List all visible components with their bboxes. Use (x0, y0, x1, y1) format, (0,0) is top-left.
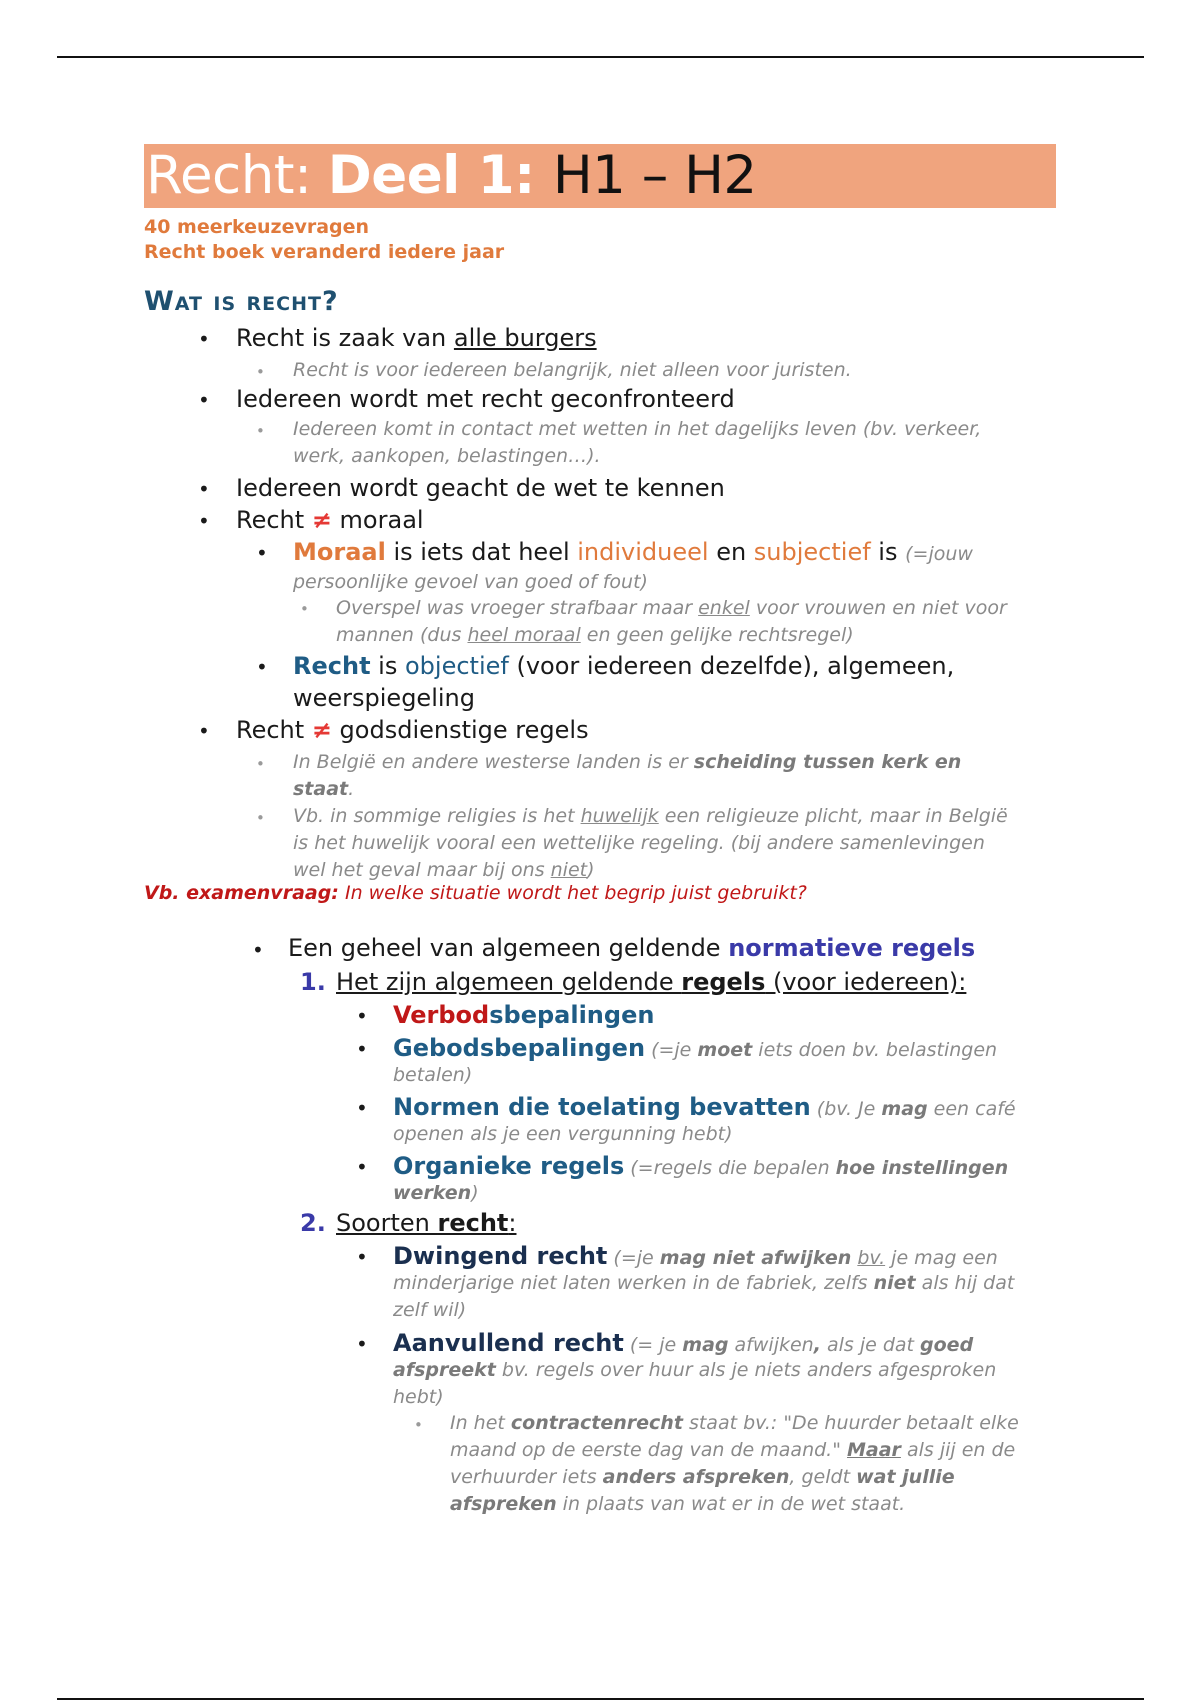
bullet-icon: • (256, 755, 265, 773)
not-equal-icon: ≠ (311, 716, 332, 744)
bullet-icon: • (198, 388, 210, 412)
list-note: hebt) (393, 1386, 444, 1408)
list-item: Recht is zaak van alle burgers (236, 324, 597, 352)
bullet-icon: • (198, 509, 210, 533)
list-note: openen als je een vergunning hebt) (393, 1123, 733, 1145)
list-note: minderjarige niet laten werken in de fabriek, zelfs niet als hij dat (393, 1272, 1015, 1294)
bullet-icon: • (356, 1245, 368, 1269)
list-note: wel het geval maar bij ons niet) (293, 859, 595, 881)
bullet-icon: • (256, 422, 265, 440)
bullet-icon: • (198, 719, 210, 743)
list-note: maand op de eerste dag van de maand." Maar als jij en de (450, 1439, 1016, 1461)
list-item: Iedereen wordt met recht geconfronteerd (236, 385, 735, 413)
list-note: In België en andere westerse landen is er scheiding tussen kerk en (293, 751, 962, 773)
list-note: Overspel was vroeger strafbaar maar enkel voor vrouwen en niet voor (336, 597, 1007, 619)
list-note: mannen (dus heel moraal en geen gelijke rechtsregel) (336, 624, 854, 646)
list-note: betalen) (393, 1064, 473, 1086)
exam-question: Vb. examenvraag: In welke situatie wordt het begrip juist gebruikt? (144, 882, 807, 904)
bullet-icon: • (256, 809, 265, 827)
list-item: Organieke regels (=regels die bepalen hoe instellingen (393, 1152, 1009, 1180)
definition-item: Een geheel van algemeen geldende normatieve regels (288, 934, 976, 962)
list-item: Gebodsbepalingen (=je moet iets doen bv. belastingen (393, 1034, 998, 1062)
list-item: Verbodsbepalingen (393, 1001, 655, 1029)
list-number: 1. (300, 968, 326, 996)
list-item: Dwingend recht (=je mag niet afwijken bv. je mag een (393, 1242, 998, 1270)
list-note: afspreken in plaats van wat er in de wet staat. (450, 1493, 906, 1515)
list-item: Recht is objectief (voor iedereen dezelfde), algemeen, (293, 652, 955, 680)
not-equal-icon: ≠ (311, 506, 332, 534)
bullet-icon: • (356, 1096, 368, 1120)
bullet-icon: • (256, 655, 268, 679)
list-item: Normen die toelating bevatten (bv. Je mag een café (393, 1093, 1016, 1121)
list-note: verhuurder iets anders afspreken, geldt wat jullie (450, 1466, 955, 1488)
bullet-icon: • (198, 327, 210, 351)
list-note: werken) (393, 1182, 479, 1204)
list-note: staat. (293, 778, 355, 800)
bullet-icon: • (356, 1004, 368, 1028)
list-note: afspreekt bv. regels over huur als je niets anders afgesproken (393, 1359, 997, 1381)
list-note: Vb. in sommige religies is het huwelijk een religieuze plicht, maar in België (293, 805, 1008, 827)
bullet-icon: • (252, 938, 264, 962)
bullet-icon: • (356, 1155, 368, 1179)
numbered-item: Soorten recht: (336, 1209, 517, 1237)
list-number: 2. (300, 1209, 326, 1237)
list-item: Moraal is iets dat heel individueel en subjectief is (=jouw (293, 538, 973, 566)
list-note: Iedereen komt in contact met wetten in het dagelijks leven (bv. verkeer, (293, 418, 982, 440)
list-note: zelf wil) (393, 1299, 467, 1321)
bullet-icon: • (198, 477, 210, 501)
list-note: is het huwelijk vooral een wettelijke regeling. (bij andere samenlevingen (293, 832, 985, 854)
list-note: persoonlijke gevoel van goed of fout) (293, 571, 648, 593)
list-item: Recht ≠ moraal (236, 506, 424, 534)
subtitle-line-2: Recht boek veranderd iedere jaar (144, 241, 505, 263)
list-note: In het contractenrecht staat bv.: "De huurder betaalt elke (450, 1412, 1019, 1434)
bullet-icon: • (256, 363, 265, 381)
bullet-icon: • (414, 1416, 423, 1434)
bullet-icon: • (356, 1332, 368, 1356)
bullet-icon: • (356, 1037, 368, 1061)
list-item: Iedereen wordt geacht de wet te kennen (236, 474, 725, 502)
subtitle-line-1: 40 meerkeuzevragen (144, 216, 370, 238)
numbered-item: Het zijn algemeen geldende regels (voor iedereen): (336, 968, 967, 996)
list-note: Recht is voor iedereen belangrijk, niet alleen voor juristen. (293, 359, 852, 381)
list-item-continued: weerspiegeling (293, 684, 475, 712)
list-item: Aanvullend recht (= je mag afwijken, als je dat goed (393, 1329, 974, 1357)
header-rule (57, 56, 1144, 58)
bullet-icon: • (300, 600, 309, 618)
page-title: Recht: Deel 1: H1 – H2 (144, 144, 1056, 208)
list-note: werk, aankopen, belastingen…). (293, 445, 601, 467)
bullet-icon: • (256, 541, 268, 565)
list-item: Recht ≠ godsdienstige regels (236, 716, 589, 744)
section-heading: Wat is recht? (144, 286, 339, 317)
